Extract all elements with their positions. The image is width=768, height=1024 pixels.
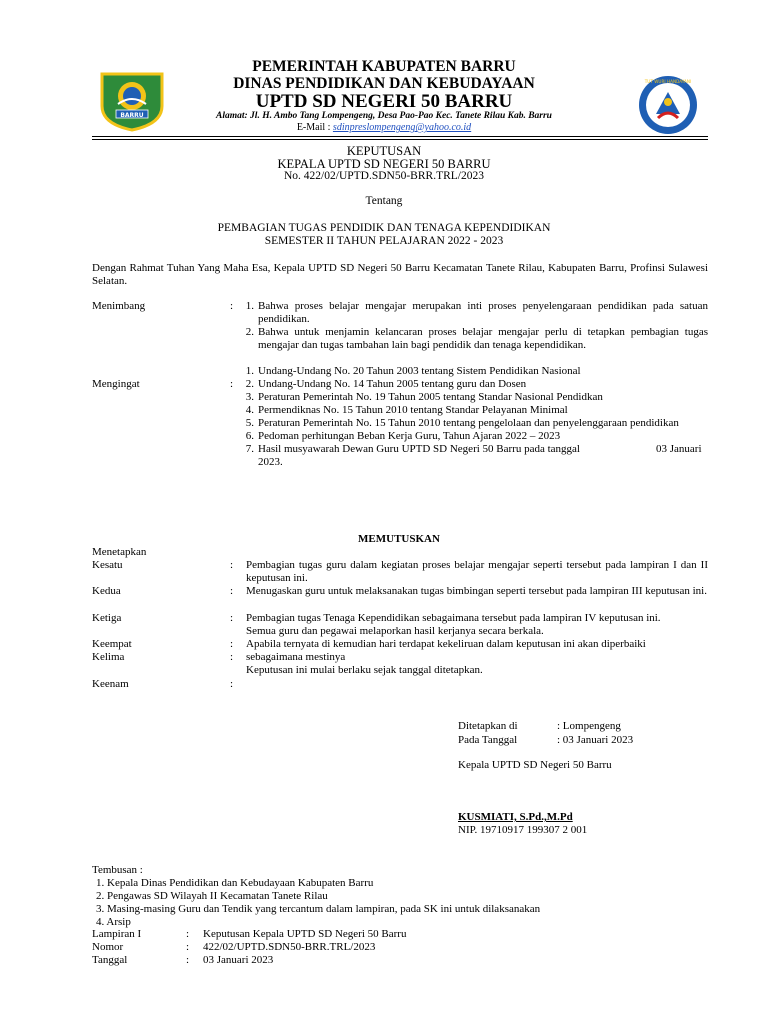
header-government: PEMERINTAH KABUPATEN BARRU — [252, 58, 516, 75]
menimbang-item-2: Bahwa untuk menjamin kelancaran proses belajar mengajar perlu di tetapkan pembagian tugas mengajar dan tugas tambahan lain bagi pendidik dan tenaga kependidikan. — [258, 326, 708, 351]
tanggal-label: Pada Tanggal — [458, 734, 518, 746]
lampiran-section — [0, 928, 768, 970]
mengingat-item-5: Peraturan Pemerintah No. 15 Tahun 2010 tentang pengelolaan dan penyelenggaraan pendidikan — [258, 417, 679, 429]
header-address: Alamat: Jl. H. Ambo Tang Lompengeng, Desa Pao-Pao Kec. Tanete Rilau Kab. Barru — [216, 111, 552, 121]
barru-logo-text: BARRU — [120, 112, 144, 119]
ketiga-label: Ketiga — [92, 612, 122, 624]
mengingat-num-3: 3. — [245, 391, 254, 403]
mengingat-colon: : — [230, 378, 234, 390]
mengingat-item-6: Pedoman perhitungan Beban Kerja Guru, Tahun Ajaran 2022 – 2023 — [258, 430, 561, 442]
ketiga-text-2: Semua guru dan pegawai melaporkan hasil kerjanya secara berkala. — [246, 625, 544, 637]
kelima-text-2: Keputusan ini mulai berlaku sejak tanggal ditetapkan. — [246, 664, 483, 676]
kedua-text: Menugaskan guru untuk melaksanakan tugas bimbingan seperti tersebut pada lampiran III keputusan ini. — [246, 585, 707, 597]
mengingat-label: Mengingat — [92, 378, 140, 390]
kedua-label: Kedua — [92, 585, 121, 597]
mengingat-item-2: Undang-Undang No. 14 Tahun 2005 tentang guru dan Dosen — [258, 378, 527, 390]
menimbang-num-2: 2. — [245, 326, 254, 338]
tembusan-section — [0, 864, 768, 930]
doc-number: No. 422/02/UPTD.SDN50-BRR.TRL/2023 — [284, 170, 484, 182]
mengingat-item-3: Peraturan Pemerintah No. 19 Tahun 2005 tentang Standar Nasional Pendidkan — [258, 391, 603, 403]
kedua-colon: : — [230, 585, 234, 597]
menetapkan-label: Menetapkan — [92, 546, 147, 558]
kesatu-text: Pembagian tugas guru dalam kegiatan proses belajar mengajar seperti tersebut pada lampiran I dan II keputusan ini. — [246, 559, 708, 584]
header-divider-thin — [92, 139, 708, 140]
ketiga-text: Pembagian tugas Tenaga Kependidikan sebagaimana tersebut pada lampiran IV keputusan ini. — [246, 612, 661, 624]
keenam-label: Keenam — [92, 678, 129, 690]
keputusan-section — [0, 559, 768, 694]
kesatu-colon: : — [230, 559, 234, 571]
mengingat-num-6: 6. — [245, 430, 254, 442]
tanggal-lampiran-value: 03 Januari 2023 — [203, 954, 274, 966]
doc-subject-line2: SEMESTER II TAHUN PELAJARAN 2022 - 2023 — [264, 235, 504, 247]
nomor-label: Nomor — [92, 941, 124, 953]
tembusan-item-3: 3. Masing-masing Guru dan Tendik yang tercantum dalam lampiran, pada SK ini untuk dilaksanakan — [96, 903, 541, 915]
tembusan-item-4: 4. Arsip — [96, 916, 131, 928]
mengingat-item-7-year: 2023. — [258, 456, 283, 468]
kelima-text: sebagaimana mestinya — [246, 651, 346, 663]
doc-subject-line1: PEMBAGIAN TUGAS PENDIDIK DAN TENAGA KEPENDIDIKAN — [217, 222, 551, 234]
nomor-value: 422/02/UPTD.SDN50-BRR.TRL/2023 — [203, 941, 376, 953]
memutuskan-heading: MEMUTUSKAN — [358, 533, 440, 545]
tut-wuri-logo-text: TUT WURI HANDAYANI — [644, 79, 692, 84]
keempat-colon: : — [230, 638, 234, 650]
intro-paragraph: Dengan Rahmat Tuhan Yang Maha Esa, Kepala UPTD SD Negeri 50 Barru Kecamatan Tanete Rilau, Kabupaten Barru, Profinsi Sulawesi Selatan. — [92, 262, 708, 287]
tembusan-item-2: 2. Pengawas SD Wilayah II Kecamatan Tanete Rilau — [96, 890, 328, 902]
mengingat-item-7: Hasil musyawarah Dewan Guru UPTD SD Negeri 50 Barru pada tanggal — [258, 443, 580, 455]
ketiga-colon: : — [230, 612, 234, 624]
keempat-label: Keempat — [92, 638, 132, 650]
menimbang-label: Menimbang — [92, 300, 146, 312]
tanggal-lampiran-label: Tanggal — [92, 954, 128, 966]
header-email-line — [0, 122, 768, 133]
header-divider-thick — [92, 136, 708, 137]
signatory-nip: NIP. 19710917 199307 2 001 — [458, 824, 588, 836]
header-department: DINAS PENDIDIKAN DAN KEBUDAYAAN — [233, 75, 535, 92]
tembusan-title: Tembusan : — [92, 864, 143, 876]
email-label: E-Mail : — [296, 122, 333, 133]
kelima-colon: : — [230, 651, 234, 663]
header-school: UPTD SD NEGERI 50 BARRU — [255, 91, 513, 112]
mengingat-num-7: 7. — [245, 443, 254, 455]
signatory-title: Kepala UPTD SD Negeri 50 Barru — [458, 759, 612, 771]
doc-issuer: KEPALA UPTD SD NEGERI 50 BARRU — [277, 157, 491, 171]
mengingat-num-1: 1. — [245, 365, 254, 377]
doc-tentang: Tentang — [365, 195, 403, 207]
signature-block — [0, 720, 768, 840]
menimbang-item-1: Bahwa proses belajar mengajar merupakan inti proses penyelengaraan pendidikan pada satuan pendidikan. — [258, 300, 708, 325]
kesatu-label: Kesatu — [92, 559, 123, 571]
mengingat-num-5: 5. — [245, 417, 254, 429]
menimbang-section — [0, 300, 768, 360]
menimbang-num-1: 1. — [245, 300, 254, 312]
mengingat-item-1: Undang-Undang No. 20 Tahun 2003 tentang Sistem Pendidikan Nasional — [258, 365, 581, 377]
lampiran-colon: : — [186, 928, 190, 940]
ditetapkan-label: Ditetapkan di — [458, 720, 518, 732]
lampiran-value: Keputusan Kepala UPTD SD Negeri 50 Barru — [203, 928, 407, 940]
doc-type: KEPUTUSAN — [346, 144, 422, 158]
tanggal-value: : 03 Januari 2023 — [557, 734, 634, 746]
menimbang-colon: : — [230, 300, 234, 312]
keenam-colon: : — [230, 678, 234, 690]
tembusan-item-1: 1. Kepala Dinas Pendidikan dan Kebudayaan Kabupaten Barru — [96, 877, 374, 889]
tanggal-lampiran-colon: : — [186, 954, 190, 966]
ditetapkan-value: : Lompengeng — [557, 720, 621, 732]
mengingat-item-7-date: 03 Januari — [656, 443, 702, 455]
mengingat-section — [0, 365, 768, 475]
nomor-colon: : — [186, 941, 190, 953]
kelima-label: Kelima — [92, 651, 125, 663]
email-link[interactable]: sdinpreslompengeng@yahoo.co.id — [332, 122, 472, 133]
keempat-text: Apabila ternyata di kemudian hari terdapat kekeliruan dalam keputusan ini akan diperbaiki — [246, 638, 646, 650]
mengingat-num-2: 2. — [245, 378, 254, 390]
mengingat-item-4: Permendiknas No. 15 Tahun 2010 tentang Standar Pelayanan Minimal — [258, 404, 568, 416]
lampiran-label: Lampiran I — [92, 928, 142, 940]
signatory-name: KUSMIATI, S.Pd.,M.Pd — [458, 811, 573, 823]
mengingat-num-4: 4. — [245, 404, 254, 416]
